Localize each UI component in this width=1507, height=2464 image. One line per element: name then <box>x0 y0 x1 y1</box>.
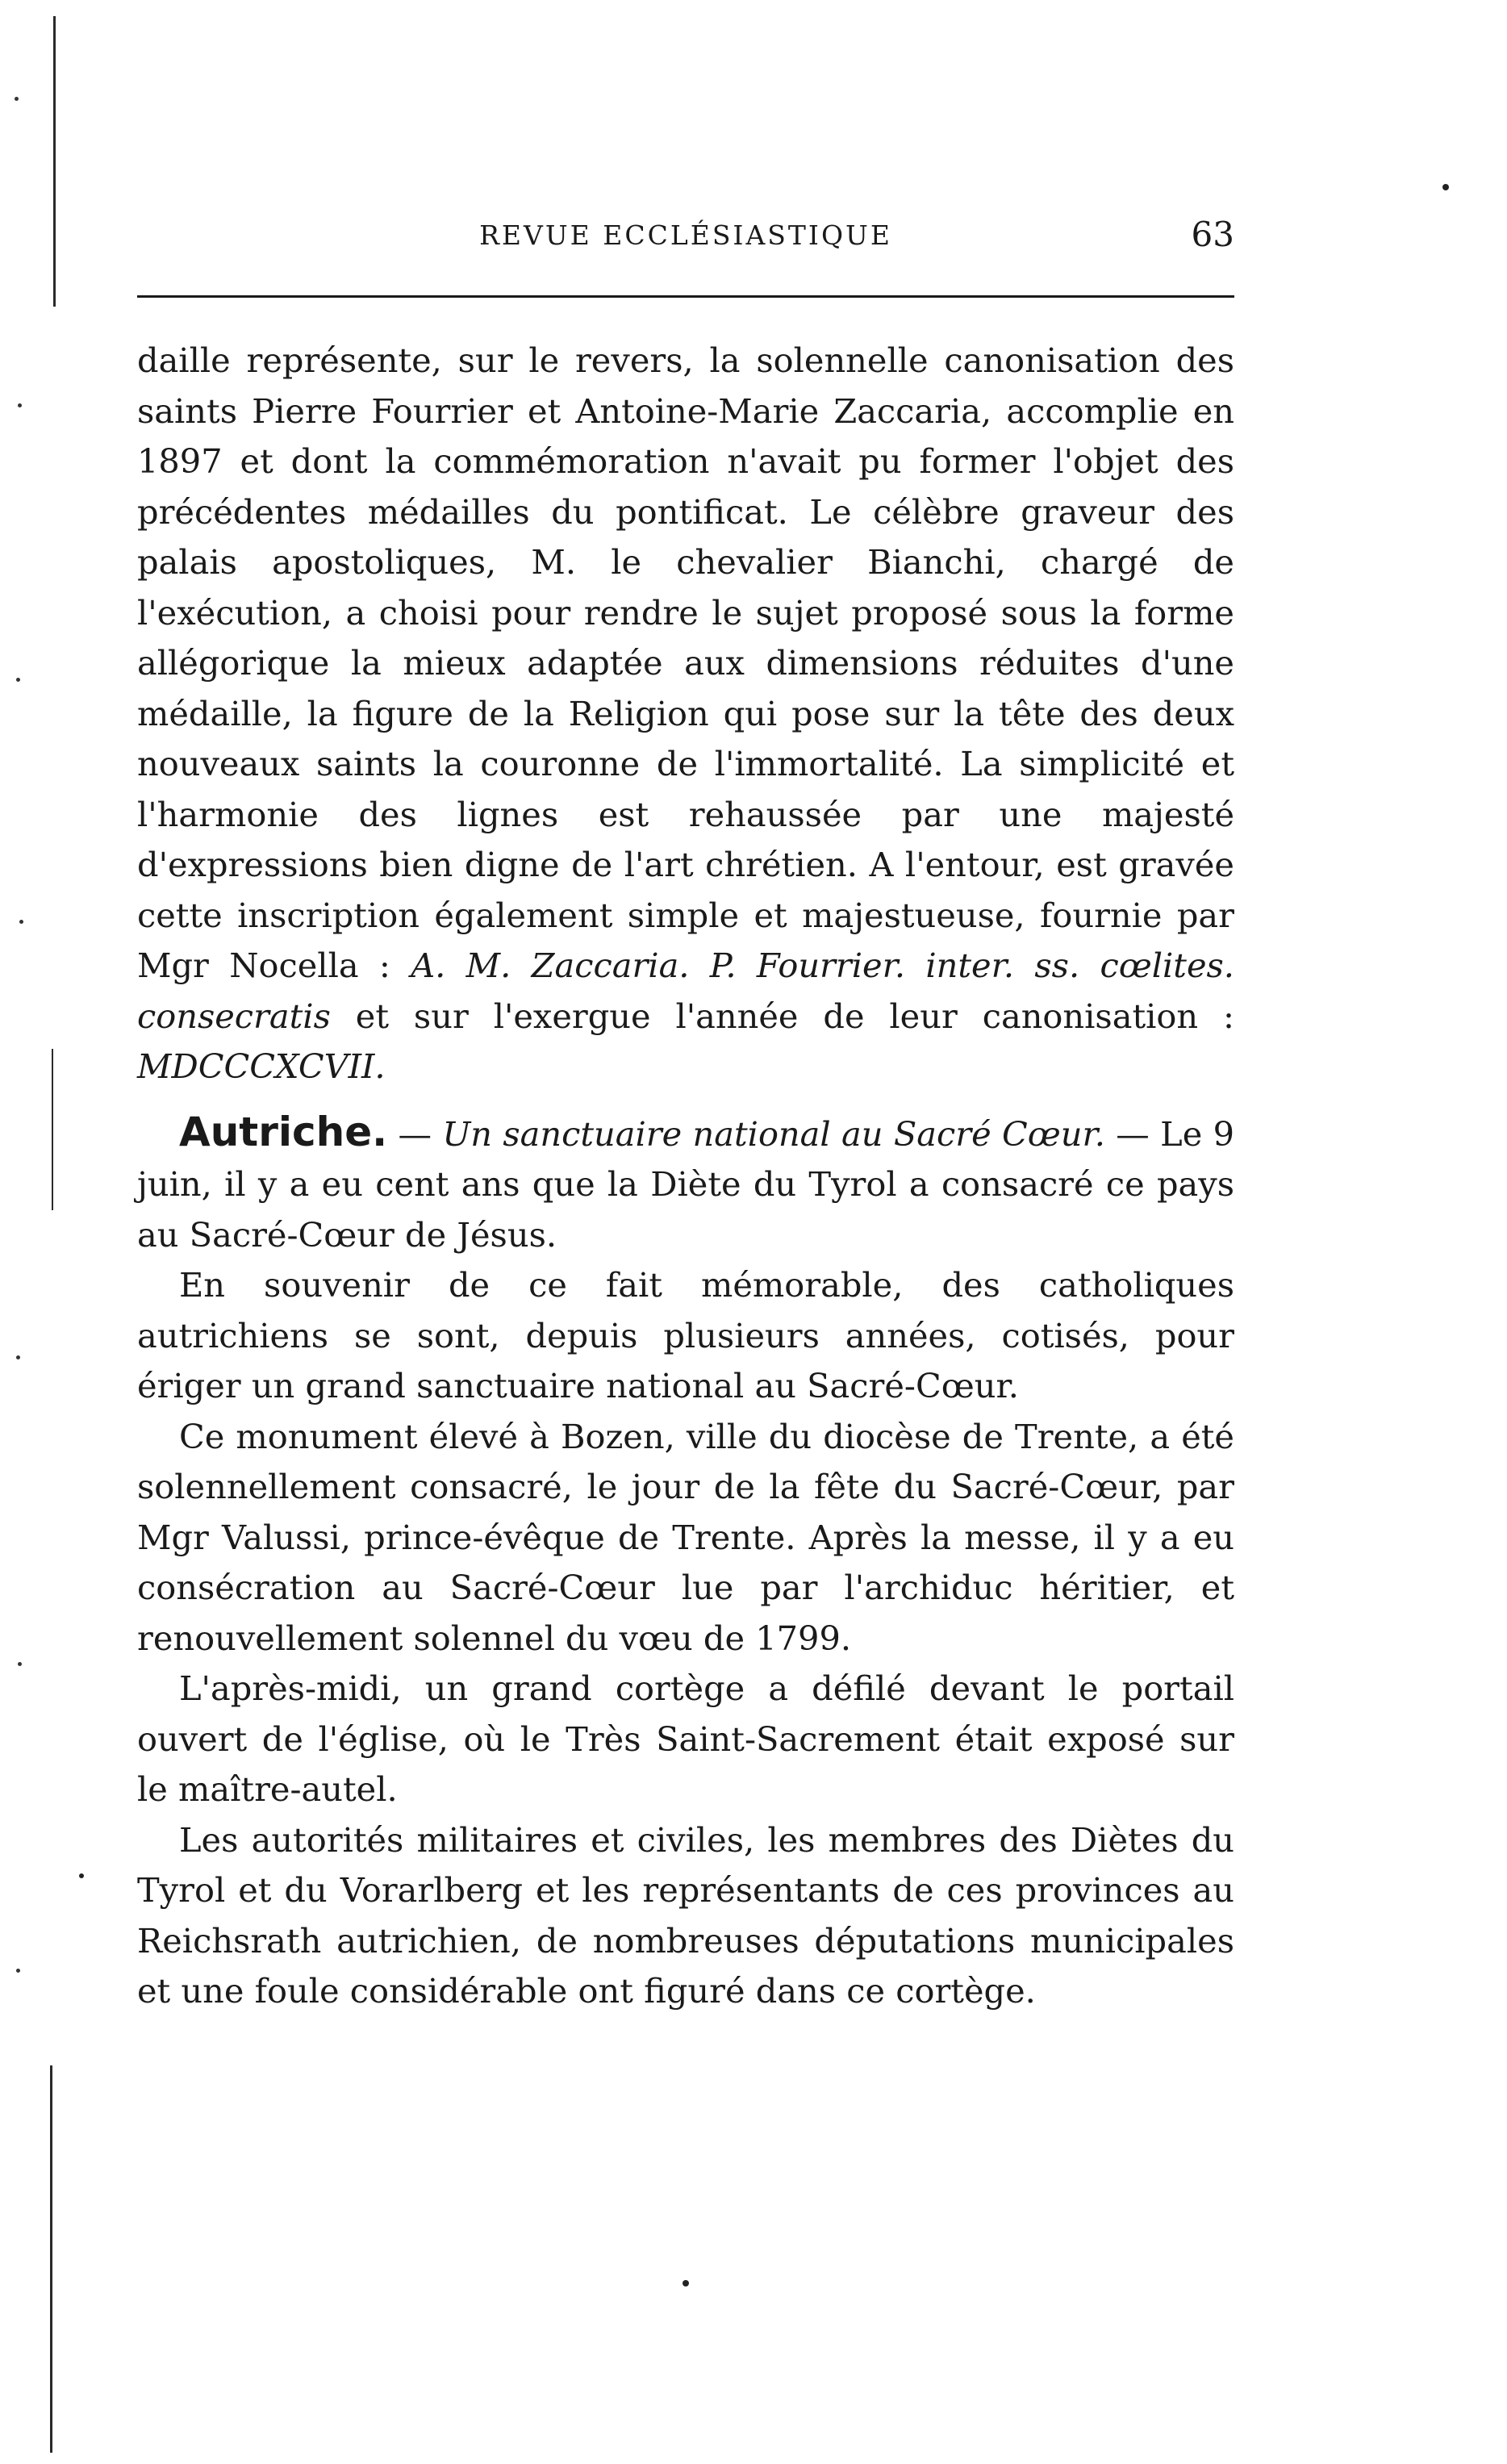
section-subtitle: Un sanctuaire national au Sacré Cœur. <box>442 1113 1105 1154</box>
page-header <box>137 211 1234 260</box>
stray-dot <box>683 2280 689 2287</box>
article-body <box>137 336 1234 2017</box>
header-rule <box>137 295 1234 298</box>
stray-dot <box>1442 184 1449 190</box>
paragraph: Ce monument élevé à Bozen, ville du diocèse de Trente, a été solennellement consacré, le jour de la fête du Sacré-Cœur, par Mgr Valussi, prince-évêque de Trente. Après la messe, il y a eu consécration au Sacré-Cœur lue par l'archiduc héritier, et renouvellement solennel du vœu de 1799. <box>137 1416 1234 1658</box>
paragraph-medal <box>137 336 1234 1092</box>
section-austria <box>137 1107 1234 1261</box>
scan-edge <box>0 0 73 2464</box>
stray-dot <box>79 1873 84 1878</box>
running-title: REVUE ECCLÉSIASTIQUE <box>479 219 892 251</box>
paragraph-text: et sur l'exergue l'année de leur canonisation : <box>330 996 1234 1036</box>
paragraph: L'après-midi, un grand cortège a défilé devant le portail ouvert de l'église, où le Très Saint-Sacrement était exposé sur le maître-autel. <box>137 1668 1234 1809</box>
page-number: 63 <box>1191 215 1234 254</box>
dash: — <box>1104 1113 1161 1154</box>
paragraph-text: daille représente, sur le revers, la solennelle canonisation des saints Pierre Fourrier et Antoine-Marie Zaccaria, accomplie en 1897 et dont la commémoration n'avait pu former l'objet des précédentes médailles du pontificat. Le célèbre graveur des palais apostoliques, M. le chevalier Bianchi, chargé de l'exécution, a choisi pour rendre le sujet proposé sous la forme allégorique la mieux adaptée aux dimensions réduites d'une médaille, la figure de la Religion qui pose sur la tête des deux nouveaux saints la couronne de l'immortalité. La simplicité et l'harmonie des lignes est rehaussée par une majesté d'expressions bien digne de l'art chrétien. A l'entour, est gravée cette inscription également simple et majestueuse, fournie par Mgr Nocella : <box>137 340 1234 985</box>
section-text: Le 9 juin, il y a eu cent ans que la Diète du Tyrol a consacré ce pays au Sacré-Cœur de Jésus. <box>137 1113 1235 1255</box>
paragraph: En souvenir de ce fait mémorable, des catholiques autrichiens se sont, depuis plusieurs années, cotisés, pour ériger un grand sanctuaire national au Sacré-Cœur. <box>137 1265 1234 1405</box>
paragraph: Les autorités militaires et civiles, les membres des Diètes du Tyrol et du Vorarlberg et les représentants de ces provinces au Reichsrath autrichien, de nombreuses députations municipales et une foule considérable ont figuré dans ce cortège. <box>137 1819 1234 2011</box>
year-roman: MDCCCXCVII. <box>137 1046 386 1086</box>
inscription: A. M. Zaccaria. P. Fourrier. inter. ss. cœlites. consecratis <box>137 946 1234 1036</box>
section-heading: Autriche. <box>179 1108 388 1155</box>
dash: — <box>387 1113 443 1154</box>
